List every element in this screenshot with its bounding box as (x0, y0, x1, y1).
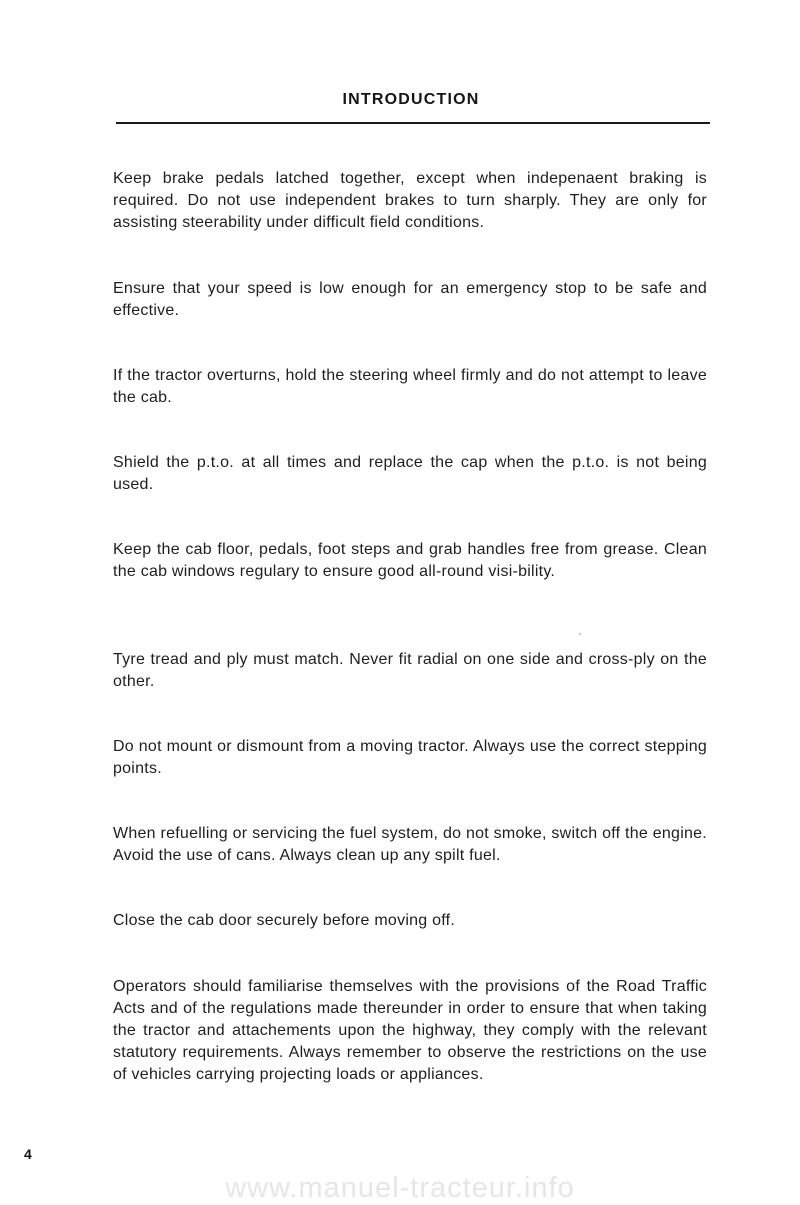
page-title: INTRODUCTION (342, 91, 480, 108)
paragraph-brake-pedals: Keep brake pedals latched together, except when indepenaent braking is required. Do not use independent brakes to turn sharply. They are only for assisting steerability under difficult field conditions. (113, 170, 707, 231)
paragraph-cab-door: Close the cab door securely before moving off. (113, 912, 456, 929)
paragraph-overturn: If the tractor overturns, hold the steering wheel firmly and do not attempt to leave the cab. (113, 367, 707, 406)
title-underline (116, 122, 710, 124)
paragraph-tyre-tread: Tyre tread and ply must match. Never fit radial on one side and cross-ply on the other. (113, 651, 707, 690)
paragraph-pto-shield: Shield the p.t.o. at all times and replace the cap when the p.t.o. is not being used. (113, 454, 707, 493)
page-number: 4 (24, 1146, 32, 1162)
paragraph-speed: Ensure that your speed is low enough for an emergency stop to be safe and effective. (113, 280, 707, 319)
paragraph-cab-floor: Keep the cab floor, pedals, foot steps and grab handles free from grease. Clean the cab windows regulary to ensure good all-round visi-bility. (113, 541, 707, 580)
watermark: www.manuel-tracteur.info (225, 1172, 575, 1204)
scan-speck (579, 633, 581, 635)
paragraph-refuelling: When refuelling or servicing the fuel system, do not smoke, switch off the engine. Avoid the use of cans. Always clean up any spilt fuel. (113, 825, 707, 864)
paragraph-road-traffic: Operators should familiarise themselves with the provisions of the Road Traffic Acts and of the regulations made thereunder in order to ensure that when taking the tractor and attachements upon the highway, they comply with the relevant statutory requirements. Always remember to observe the restrictions on the use of vehicles carrying projecting loads or appliances. (113, 978, 707, 1083)
paragraph-mount-dismount: Do not mount or dismount from a moving tractor. Always use the correct stepping points. (113, 738, 707, 777)
